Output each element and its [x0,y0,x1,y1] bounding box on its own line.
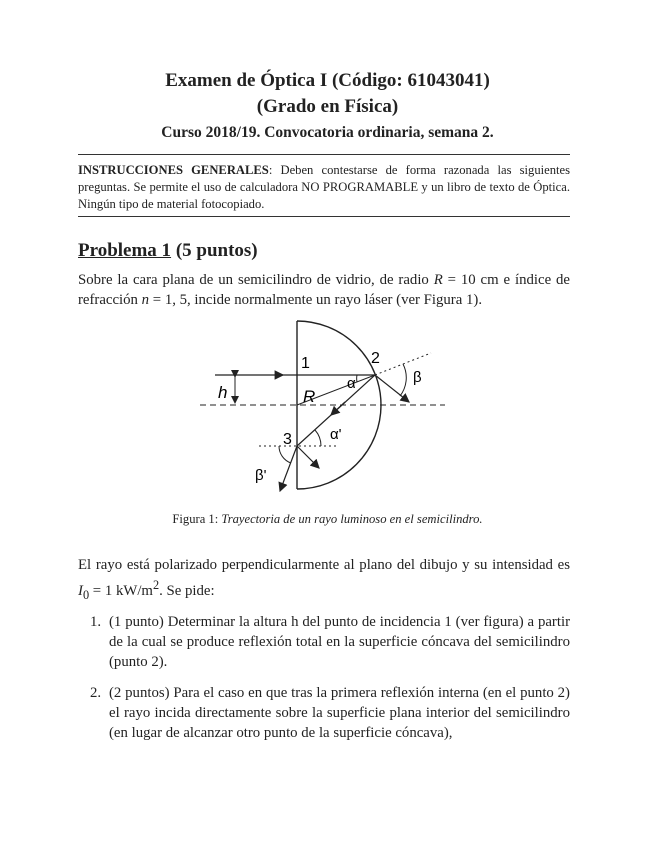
alpha-prime-arc [315,430,321,446]
label-h: h [218,383,228,402]
reflected-ray-3 [297,446,319,468]
label-beta-prime: β' [255,467,267,484]
course-subtitle: Curso 2018/19. Convocatoria ordinaria, semana 2. [161,124,494,141]
label-point-1: 1 [301,355,310,372]
para2-subscript: 0 [82,587,90,602]
question-number: 2. [90,685,102,701]
label-alpha-prime: α' [330,426,342,443]
beta-prime-arc [279,446,291,463]
problem-number: Problema 1 [78,240,172,261]
problem-points: (5 puntos) [175,240,258,261]
label-alpha: α [347,375,356,392]
general-instructions [78,162,570,213]
intro-text-b: = 10 cm e índice de refracción [78,272,570,308]
label-beta: β [413,369,422,386]
problem-intro [78,270,570,310]
question-text: (2 puntos) Para el caso en que tras la primera reflexión interna (en el punto 2) el rayo incida directamente sobre la superficie plana interior del semicilindro (en lugar de alcanzar otro punto de la superficie cóncava), [109,685,570,741]
divider-bottom [78,216,570,217]
label-point-2: 2 [371,350,380,367]
problem-title [78,240,258,262]
transmitted-ray-3 [280,446,297,491]
para2-var-I: I [78,582,83,599]
para2-text-a: El rayo está polarizado perpendicularmente al plano del dibujo y su intensidad es [78,557,570,573]
question-number: 1. [90,614,102,630]
intro-var-n: n [141,292,150,308]
caption-prefix: Figura 1: [172,512,222,526]
label-point-3: 3 [283,431,292,448]
exam-title: Examen de Óptica I (Código: 61043041) [165,70,490,91]
para2-text-c: . Se pide: [159,582,215,599]
reflected-ray-arrow [331,402,345,415]
question-text: (1 punto) Determinar la altura h del punto de incidencia 1 (ver figura) a partir de la cual se produce reflexión total en la superficie cóncava del semicilindro (punto 2). [109,614,570,670]
intro-text-c: = 1, 5, incide normalmente un rayo láser (ver Figura 1). [149,292,483,308]
para2-superscript: 2 [152,578,160,592]
degree-title: (Grado en Física) [256,96,399,117]
intro-var-R: R [433,272,443,288]
figure-caption [0,512,655,527]
figure-semicylinder [195,318,455,498]
para2-text-b: = 1 kW/m [89,582,153,599]
instructions-text: : Deben contestarse de forma razonada las siguientes preguntas. Se permite el uso de calculadora NO PROGRAMABLE y un libro de texto de Óptica. Ningún tipo de material fotocopiado. [78,163,570,211]
caption-text: Trayectoria de un rayo luminoso en el semicilindro. [221,512,483,526]
intro-text-a: Sobre la cara plana de un semicilindro de vidrio, de radio [78,272,434,288]
problem-statement [78,555,570,605]
label-R: R [303,387,316,406]
instructions-label: INSTRUCCIONES GENERALES [78,163,269,177]
beta-arc [400,364,406,396]
divider-top [78,154,570,155]
